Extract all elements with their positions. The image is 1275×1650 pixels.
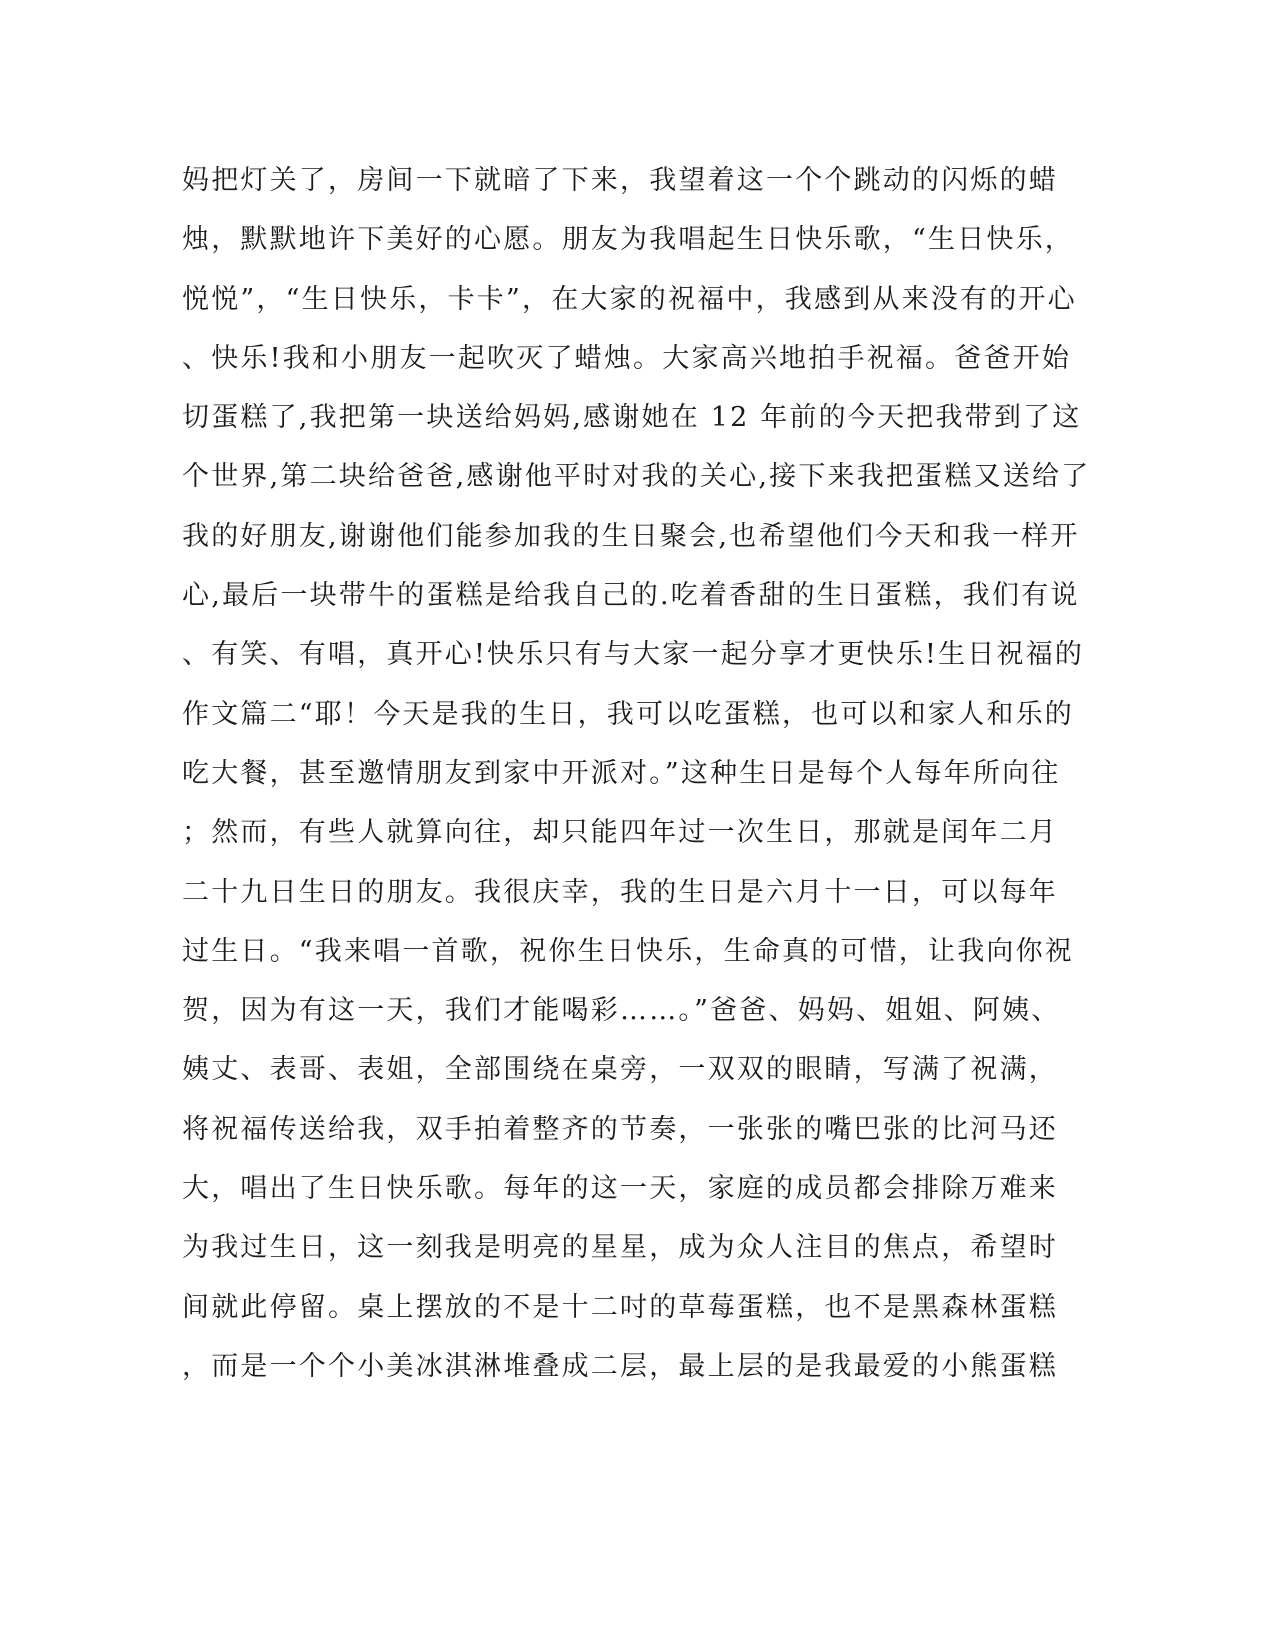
text-line: 贺，因为有这一天，我们才能喝彩……。”爸爸、妈妈、姐姐、阿姨、 (182, 995, 1061, 1027)
text-line: 我的好朋友,谢谢他们能参加我的生日聚会,也希望他们今天和我一样开 (182, 520, 1080, 552)
text-line: 个世界,第二块给爸爸,感谢他平时对我的关心,接下来我把蛋糕又送给了 (182, 461, 1091, 493)
text-line: ，而是一个个小美冰淇淋堆叠成二层，最上层的是我最爱的小熊蛋糕 (182, 1350, 1058, 1382)
text-line: 姨丈、表哥、表姐，全部围绕在桌旁，一双双的眼睛，写满了祝满， (182, 1054, 1058, 1086)
text-line: ；然而，有些人就算向往，却只能四年过一次生日，那就是闰年二月 (182, 817, 1058, 849)
text-line: 吃大餐，甚至邀情朋友到家中开派对。”这种生日是每个人每年所向往 (182, 757, 1061, 789)
text-line: 妈把灯关了，房间一下就暗了下来，我望着这一个个跳动的闪烁的蜡 (182, 165, 1058, 196)
text-line: 为我过生日，这一刻我是明亮的星星，成为众人注目的焦点，希望时 (182, 1232, 1058, 1264)
text-line: 切蛋糕了,我把第一块送给妈妈,感谢她在 12 年前的今天把我带到了这 (182, 402, 1082, 434)
text-line: 将祝福传送给我，双手拍着整齐的节奏，一张张的嘴巴张的比河马还 (182, 1113, 1058, 1145)
text-line: 大，唱出了生日快乐歌。每年的这一天，家庭的成员都会排除万难来 (182, 1173, 1058, 1205)
text-line: 心,最后一块带牛的蛋糕是给我自己的.吃着香甜的生日蛋糕，我们有说 (182, 580, 1080, 612)
text-line: 悦悦”，“生日快乐，卡卡”，在大家的祝福中，我感到从来没有的开心 (182, 283, 1077, 315)
text-line: 、有笑、有唱，真开心!快乐只有与大家一起分享才更快乐!生日祝福的 (182, 639, 1085, 671)
text-line: 作文篇二“耶！今天是我的生日，我可以吃蛋糕，也可以和家人和乐的 (182, 698, 1075, 730)
text-line: 、快乐!我和小朋友一起吹灭了蜡烛。大家高兴地拍手祝福。爸爸开始 (182, 342, 1072, 374)
body-text (182, 160, 1091, 1405)
text-line: 二十九日生日的朋友。我很庆幸，我的生日是六月十一日，可以每年 (182, 876, 1058, 908)
text-line: 烛，默默地许下美好的心愿。朋友为我唱起生日快乐歌，“生日快乐， (182, 224, 1075, 256)
text-line: 过生日。“我来唱一首歌，祝你生日快乐，生命真的可惜，让我向你祝 (182, 935, 1075, 967)
text-line: 间就此停留。桌上摆放的不是十二吋的草莓蛋糕，也不是黑森林蛋糕 (182, 1291, 1058, 1323)
